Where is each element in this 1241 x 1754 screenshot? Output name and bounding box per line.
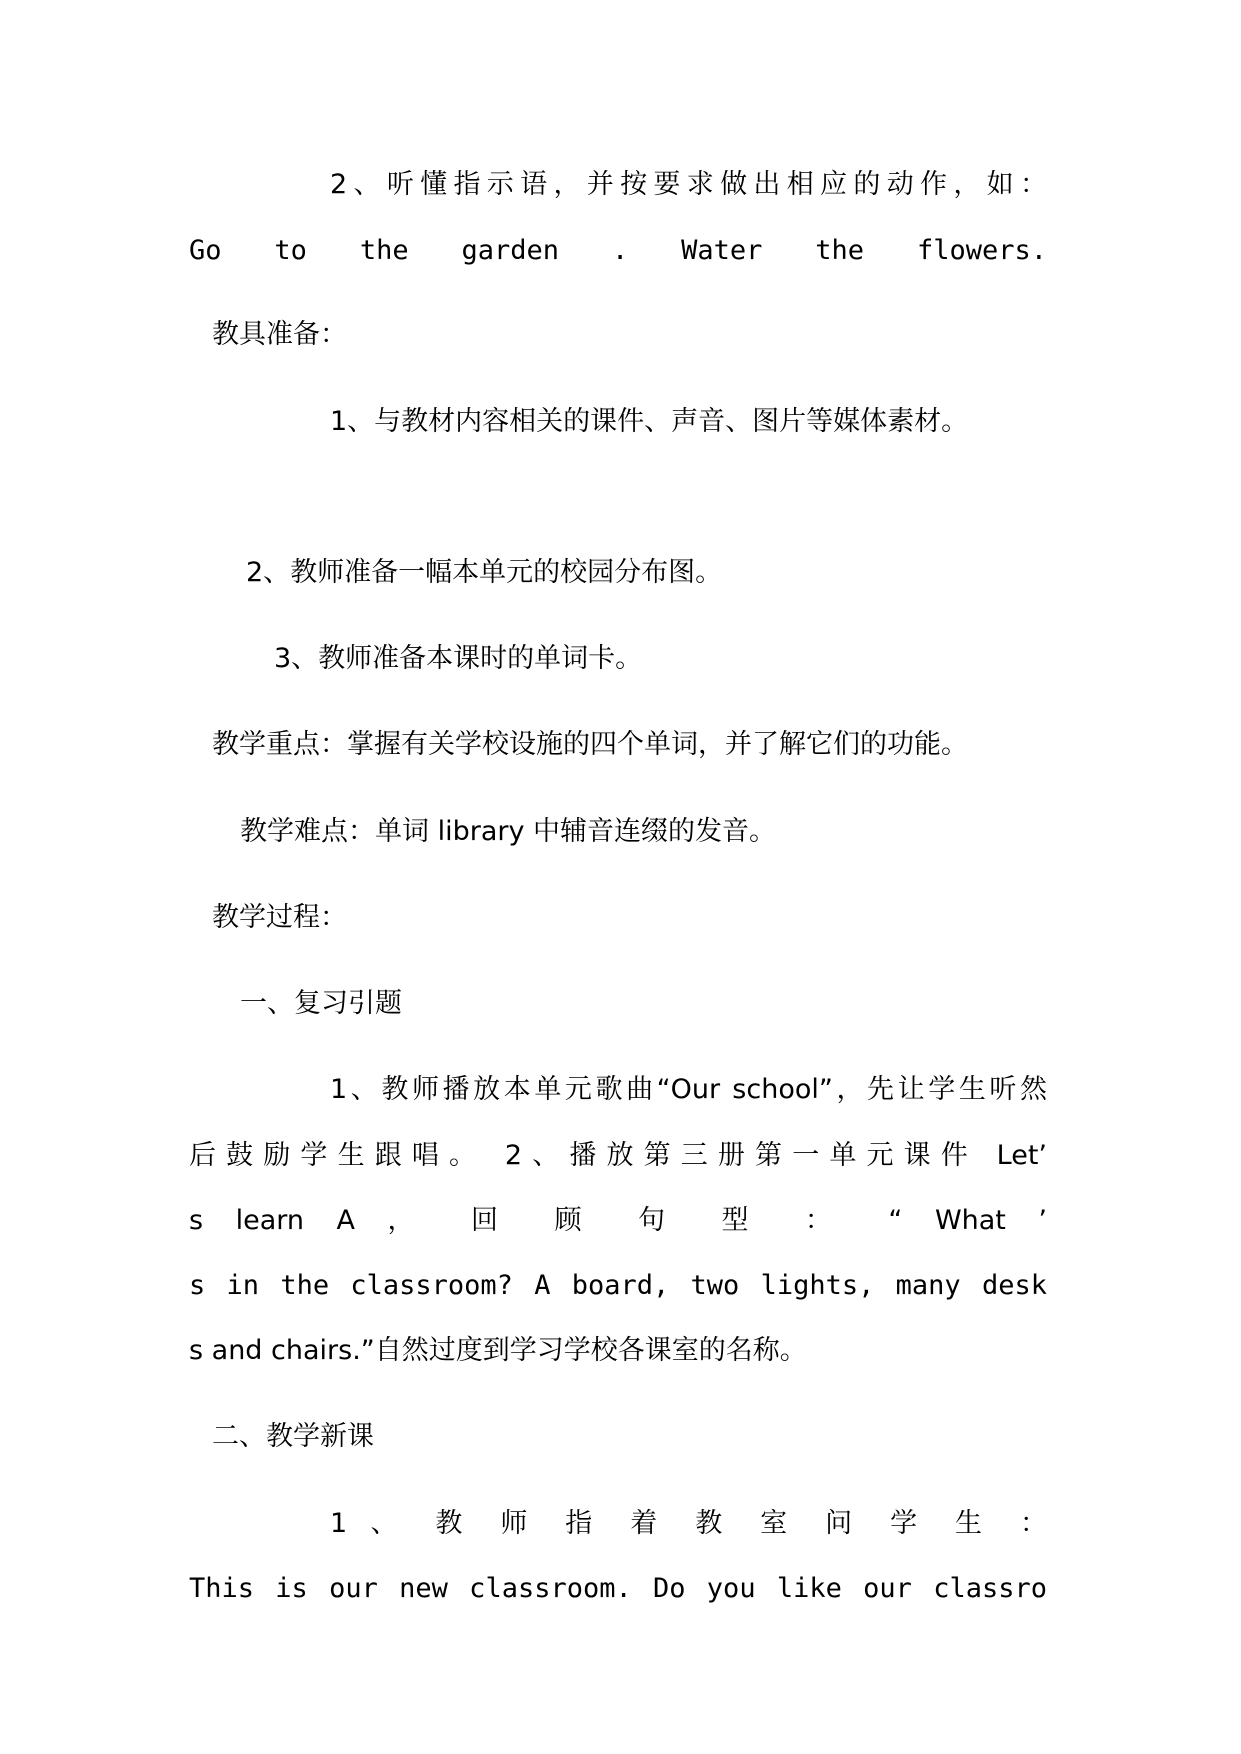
example-sentence-line: Go to the garden . Water the flowers. bbox=[189, 235, 1047, 266]
aids-item-1: 1、与教材内容相关的课件、声音、图片等媒体素材。 bbox=[330, 406, 969, 437]
review-item-1-line-1: 1、教师播放本单元歌曲“Our school”，先让学生听然 bbox=[330, 1074, 1047, 1105]
review-item-1-line-2: 后鼓励学生跟唱。 2、播放第三册第一单元课件 Let’ bbox=[189, 1140, 1047, 1171]
review-item-2-line-5: s and chairs.”自然过度到学习学校各课室的名称。 bbox=[189, 1335, 807, 1366]
new-lesson-item-1-line-2: This is our new classroom. Do you like our classro bbox=[189, 1573, 1047, 1604]
para-instructions-item-2: 2、听懂指示语，并按要求做出相应的动作，如： bbox=[330, 169, 1047, 200]
teaching-difficulties: 教学难点：单词 library 中辅音连缀的发音。 bbox=[240, 816, 777, 847]
section-review: 一、复习引题 bbox=[240, 988, 402, 1019]
aids-item-2: 2、教师准备一幅本单元的校园分布图。 bbox=[246, 557, 723, 588]
aids-item-3: 3、教师准备本课时的单词卡。 bbox=[274, 643, 643, 674]
teaching-key-points: 教学重点：掌握有关学校设施的四个单词，并了解它们的功能。 bbox=[212, 729, 968, 760]
heading-teaching-process: 教学过程： bbox=[212, 902, 347, 933]
new-lesson-item-1-line-1: 1 、 教 师 指 着 教 室 问 学 生 ： bbox=[330, 1508, 1047, 1539]
section-new-lesson: 二、教学新课 bbox=[212, 1421, 374, 1452]
review-item-2-line-3: s learn A ， 回 顾 句 型 ： “ What ’ bbox=[189, 1205, 1047, 1236]
heading-teaching-aids: 教具准备： bbox=[212, 319, 347, 350]
review-item-2-line-4: s in the classroom? A board, two lights, many desk bbox=[189, 1270, 1047, 1301]
